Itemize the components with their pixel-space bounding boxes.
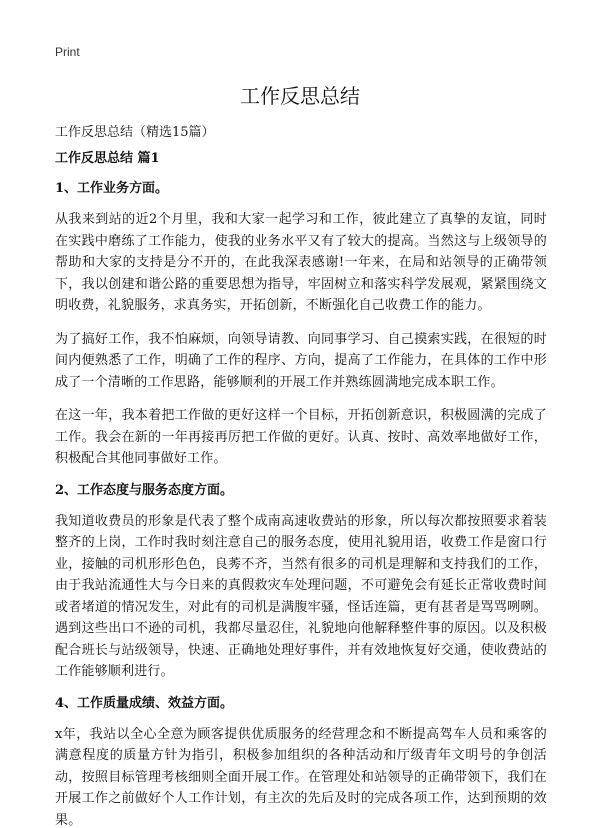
page-title: 工作反思总结: [240, 84, 360, 108]
section-heading-service-attitude: 2、工作态度与服务态度方面。: [55, 482, 234, 498]
print-link[interactable]: Print: [55, 45, 80, 59]
section-heading-work-business: 1、工作业务方面。: [55, 181, 169, 196]
paragraph: x年，我站以全心全意为顾客提供优质服务的经营理念和不断提高驾车人员和乘客的满意程度的质量方针为指引，积极参加组织的各种活动和厅级青年文明号的争创活动，按照目标管理考核细则全面开展工作。在管理处和站领导的正确带领下，我们在开展工作之前做好个人工作计划，有主次的先后及时的完成各项工作，达到预期的效果。: [55, 726, 547, 828]
paragraph: 我知道收费员的形象是代表了整个成南高速收费站的形象，所以每次都按照要求着装整齐的上岗，工作时我时刻注意自己的服务态度，使用礼貌用语，收费工作是窗口行业，接触的司机形形色色，良莠不齐，当然有很多的司机是理解和支持我们的工作，由于我站流通性大与今日来的真假救灾车处理问题，不可避免会有延长正常收费时间或者堵道的情况发生，对此有的司机是满腹牢骚，怪话连篇，更有甚者是骂骂咧咧。遇到这些出口不逊的司机，我都尽量忍住，礼貌地向他解释整件事的原因。以及积极配合班长与站级领导，快速、正确地处理好事件，并有效地恢复好交通，使收费站的工作能够顺利进行。: [55, 513, 547, 679]
article-body: [55, 150, 547, 828]
paragraph: 为了搞好工作，我不怕麻烦，向领导请教、向同事学习、自己摸索实践，在很短的时间内便熟悉了工作，明确了工作的程序、方向，提高了工作能力，在具体的工作中形成了一个清晰的工作思路，能够顺利的开展工作并熟练圆满地完成本职工作。: [55, 331, 547, 390]
paragraph: 从我来到站的近2个月里，我和大家一起学习和工作，彼此建立了真挚的友谊，同时在实践中磨练了工作能力，使我的业务水平又有了较大的提高。当然这与上级领导的帮助和大家的支持是分不开的，在此我深表感谢!一年来，在局和站领导的正确带领下，我以创建和谐公路的重要思想为指导，牢固树立和落实科学发展观，紧紧围绕文明收费，礼貌服务，求真务实，开拓创新，不断强化自己收费工作的能力。: [55, 212, 547, 313]
part-heading: 工作反思总结 篇1: [55, 151, 160, 166]
document-subtitle: 工作反思总结（精选15篇）: [55, 125, 215, 140]
paragraph: 在这一年，我本着把工作做的更好这样一个目标，开拓创新意识，积极圆满的完成了工作。我会在新的一年再接再厉把工作做的更好。认真、按时、高效率地做好工作，积极配合其他同事做好工作。: [55, 408, 547, 466]
section-heading-quality-results: 4、工作质量成绩、效益方面。: [55, 695, 234, 711]
